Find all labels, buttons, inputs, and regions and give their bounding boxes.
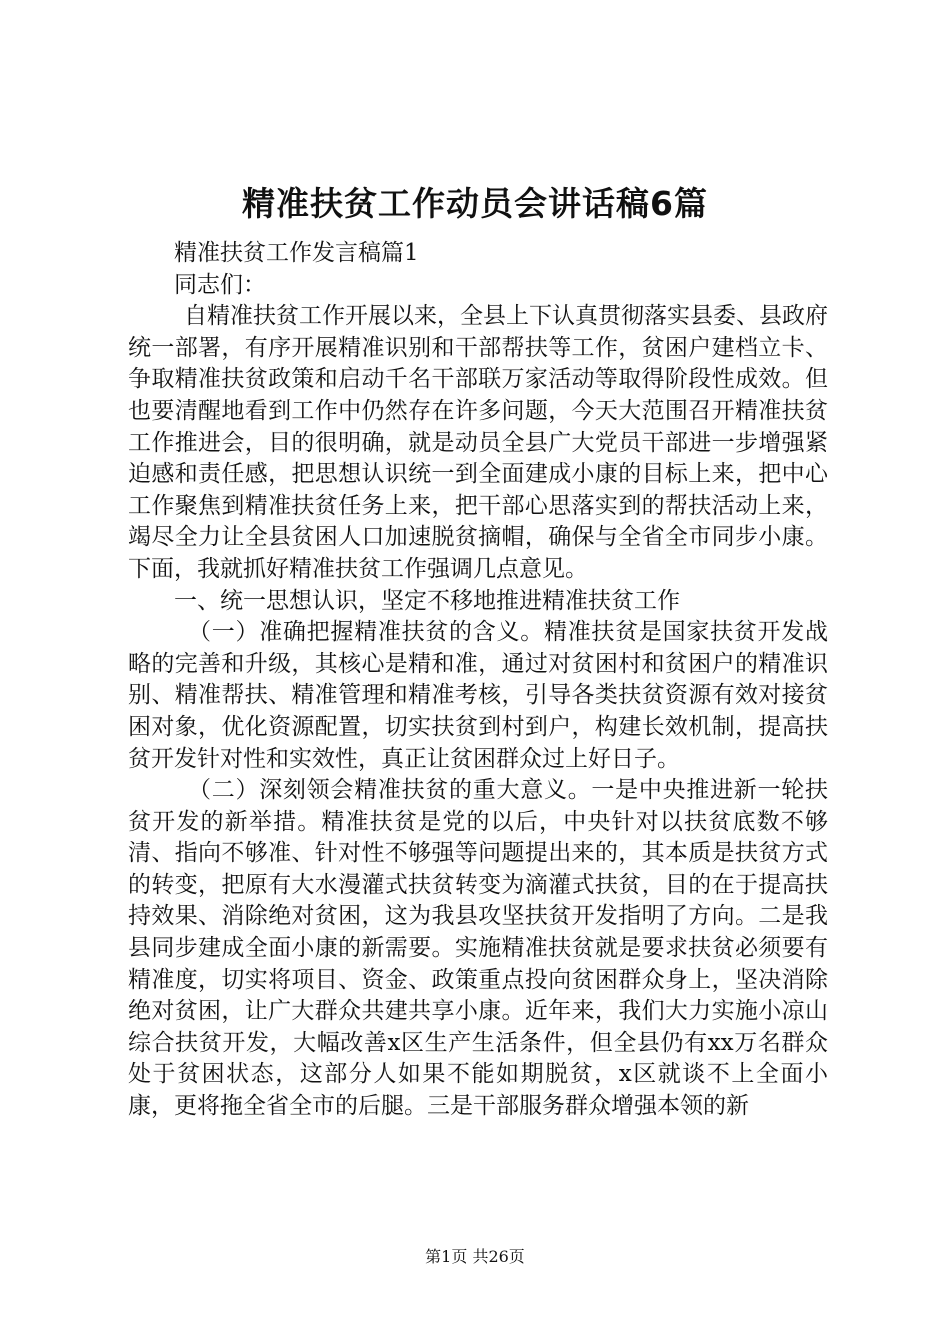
page-footer: 第1页 共26页 xyxy=(425,1247,525,1266)
paragraph-intro: 自精准扶贫工作开展以来，全县上下认真贯彻落实县委、县政府统一部署，有序开展精准识别和干部帮扶等工作，贫困户建档立卡、争取精准扶贫政策和启动千名干部联万家活动等取得阶段性成效。但也要清醒地看到工作中仍然存在许多问题，今天大范围召开精准扶贫工作推进会，目的很明确，就是动员全县广大党员干部进一步增强紧迫感和责任感，把思想认识统一到全面建成小康的目标上来，把中心工作聚焦到精准扶贫任务上来，把干部心思落实到的帮扶活动上来，竭尽全力让全县贫困人口加速脱贫摘帽，确保与全省全市同步小康。下面，我就抓好精准扶贫工作强调几点意见。 xyxy=(128,303,828,582)
document-body xyxy=(128,238,828,1123)
section-heading: 精准扶贫工作发言稿篇1 xyxy=(174,240,419,266)
paragraph-item-1: （一）准确把握精准扶贫的含义。精准扶贫是国家扶贫开发战略的完善和升级，其核心是精和准，通过对贫困村和贫困户的精准识别、精准帮扶、精准管理和精准考核，引导各类扶贫资源有效对接贫困对象，优化资源配置，切实扶贫到村到户，构建长效机制，提高扶贫开发针对性和实效性，真正让贫困群众过上好日子。 xyxy=(128,619,828,772)
paragraph-heading-1: 一、统一思想认识，坚定不移地推进精准扶贫工作 xyxy=(174,587,680,614)
salutation: 同志们： xyxy=(174,271,266,298)
document-title: 精准扶贫工作动员会讲话稿6篇 xyxy=(242,184,708,223)
paragraph-item-2: （二）深刻领会精准扶贫的重大意义。一是中央推进新一轮扶贫开发的新举措。精准扶贫是党的以后，中央针对以扶贫底数不够清、指向不够准、针对性不够强等问题提出来的，其本质是扶贫方式的转变，把原有大水漫灌式扶贫转变为滴灌式扶贫，目的在于提高扶持效果、消除绝对贫困，这为我县攻坚扶贫开发指明了方向。二是我县同步建成全面小康的新需要。实施精准扶贫就是要求扶贫必须要有精准度，切实将项目、资金、政策重点投向贫困群众身上，坚决消除绝对贫困，让广大群众共建共享小康。近年来，我们大力实施小凉山综合扶贫开发，大幅改善x区生产生活条件，但全县仍有xx万名群众处于贫困状态，这部分人如果不能如期脱贫，x区就谈不上全面小康，更将拖全省全市的后腿。三是干部服务群众增强本领的新 xyxy=(128,777,828,1120)
